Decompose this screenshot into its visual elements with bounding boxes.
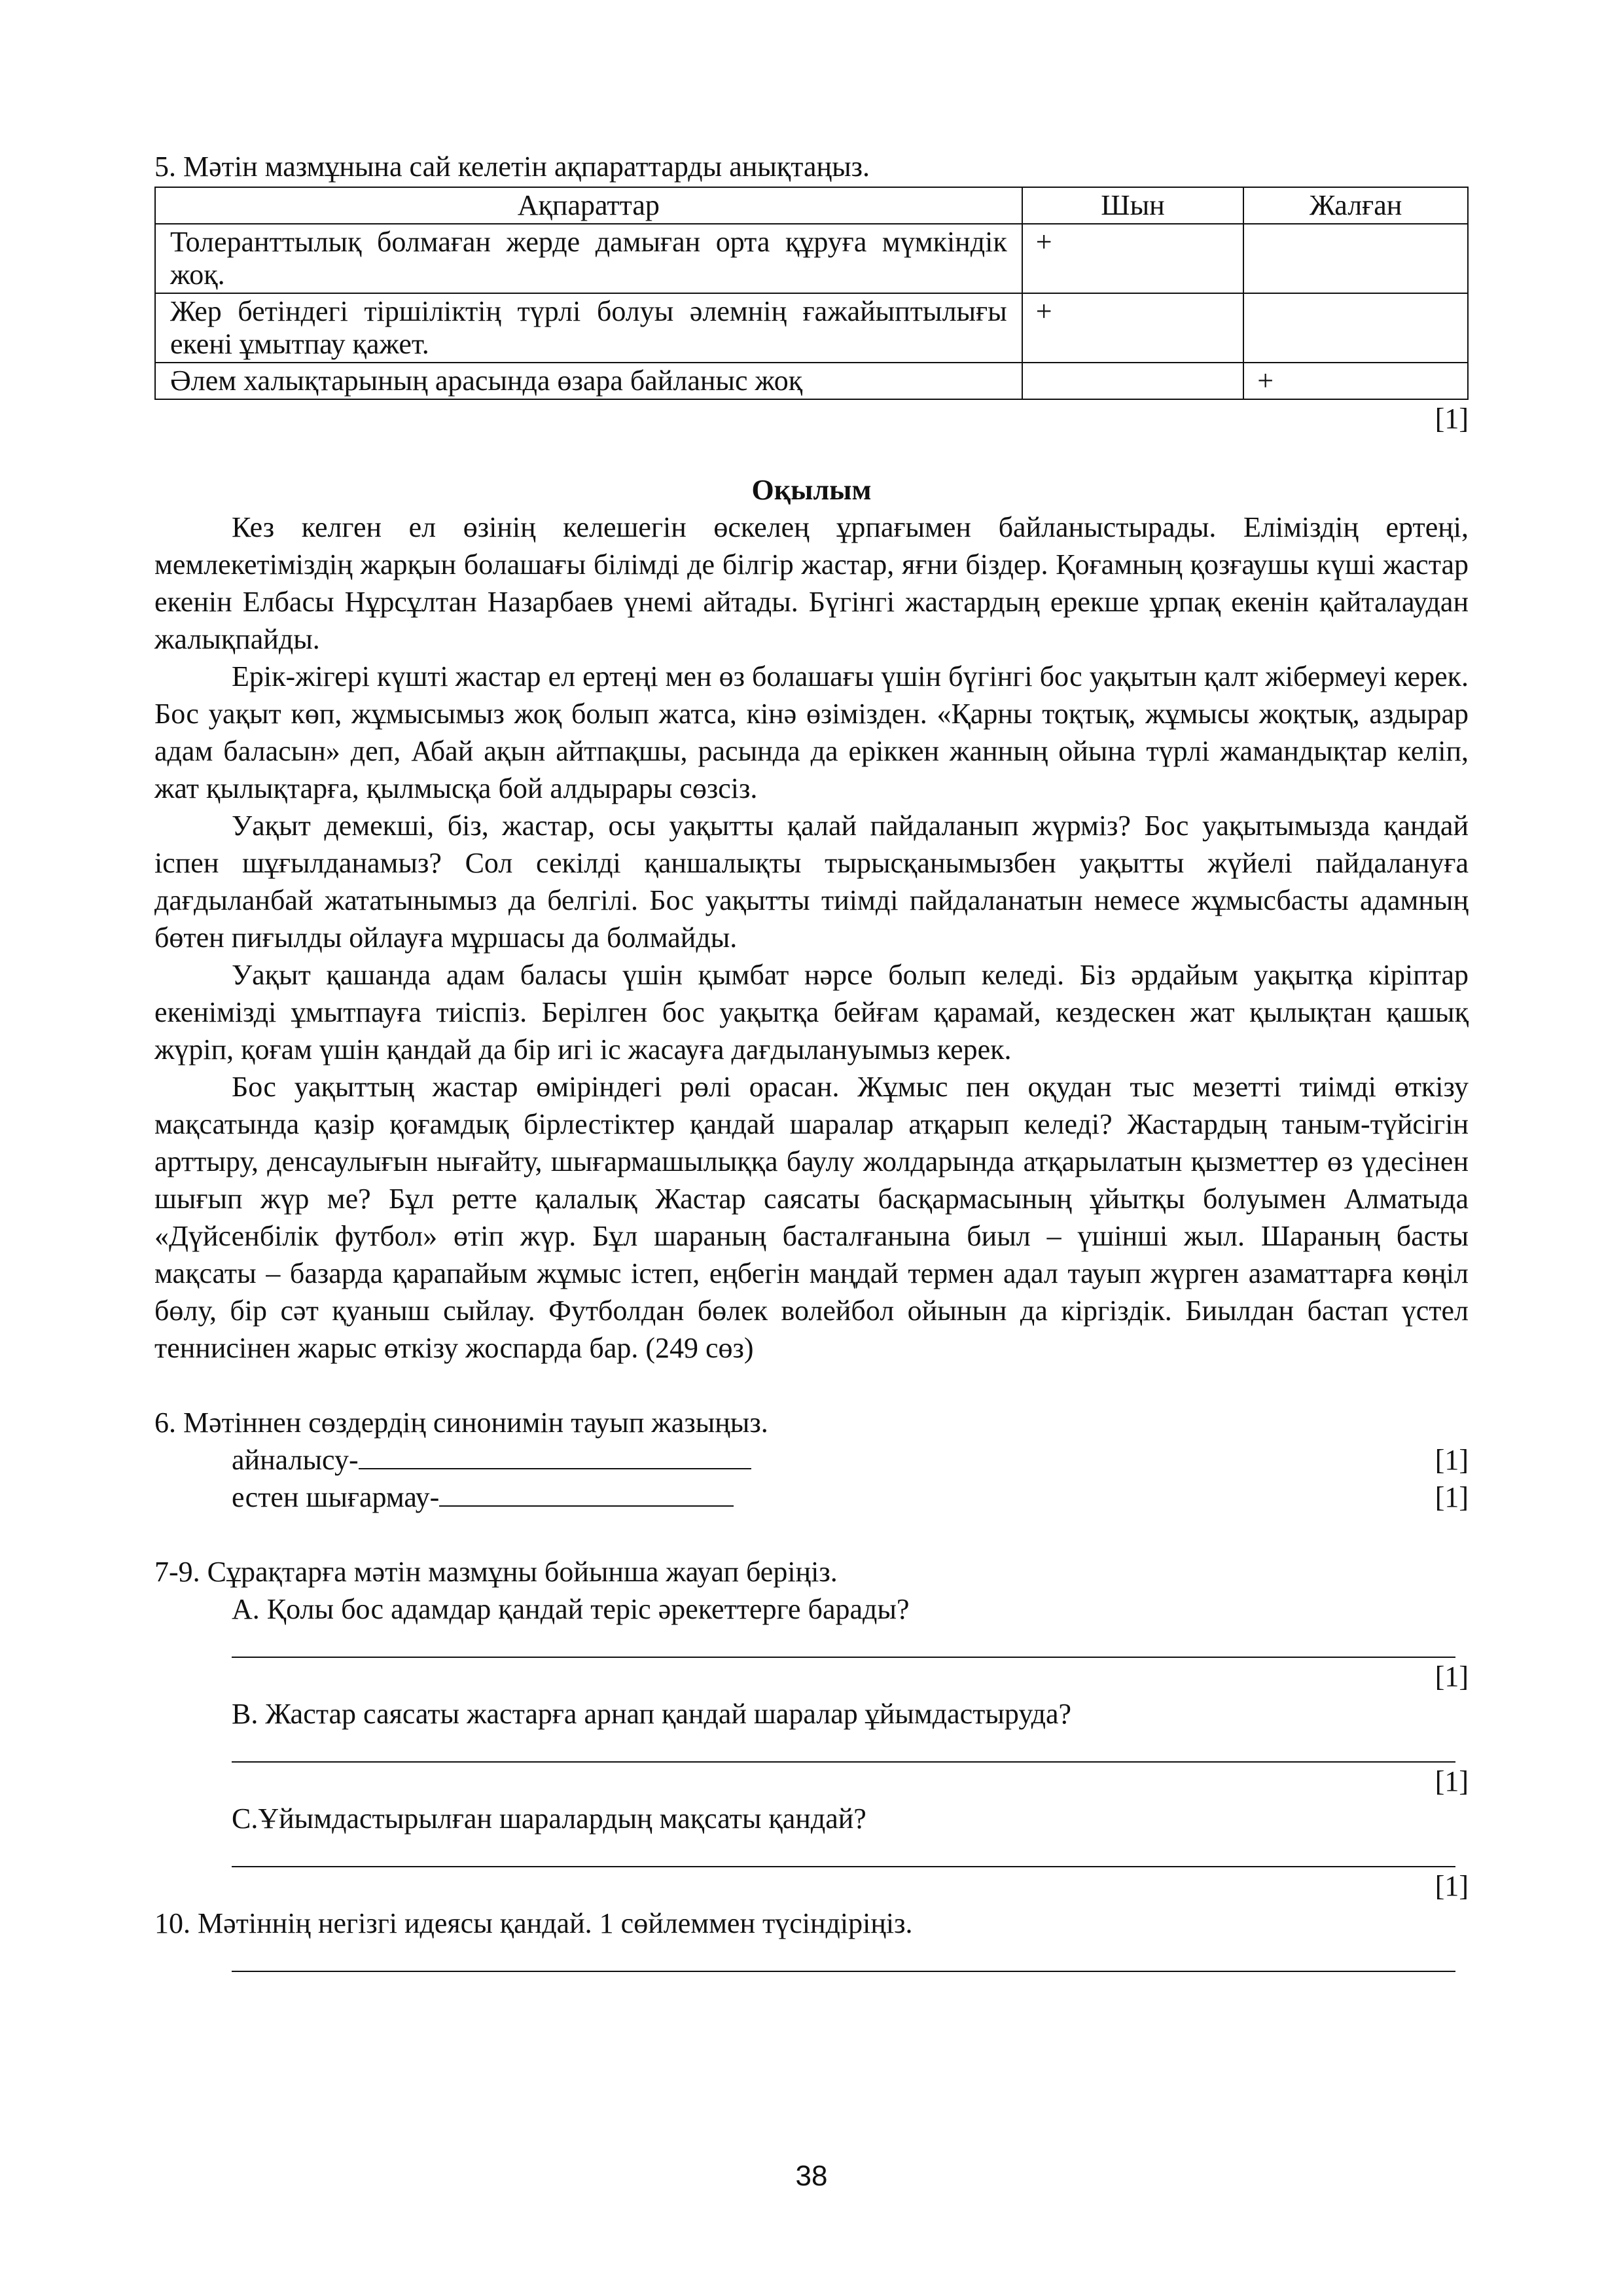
q6-item-prompt xyxy=(232,1479,734,1516)
statement-cell: Толеранттылық болмаған жерде дамыған орта құруға мүмкіндік жоқ. xyxy=(155,224,1022,293)
statement-cell: Әлем халықтарының арасында өзара байланыс жоқ xyxy=(155,363,1022,399)
page-number: 38 xyxy=(795,2160,828,2192)
q6-item-label: айналысу- xyxy=(232,1444,359,1476)
q5-score: [1] xyxy=(1435,403,1469,435)
reading-paragraph: Уақыт демекші, біз, жастар, осы уақытты қалай пайдаланып жүрміз? Бос уақытымызда қандай іспен шұғылданамыз? Сол секілді қаншалықты тырысқанымызбен уақытты жүйелі пайдалануға дағдыланбай жататынымыз да белгілі. Бос уақытты тиімді пайдаланатын немесе жұмысбасты адамның бөтен пиғылды ойлауға мұршасы да болмайды. xyxy=(154,810,1469,954)
answer-blank[interactable] xyxy=(359,1442,751,1469)
question-b-score: [1] xyxy=(1435,1765,1469,1797)
header-true: Шын xyxy=(1022,187,1244,224)
answer-blank[interactable] xyxy=(439,1479,734,1507)
reading-paragraph: Ерік-жігері күшті жастар ел ертеңі мен өз болашағы үшін бүгінгі бос уақытын қалт жібермеуі керек. Бос уақыт көп, жұмысымыз жоқ болып жатса, кінә өзімізден. «Қарны тоқтық, жұмысы жоқтық, аздырар адам баласын» деп, Абай ақын айтпақшы, расында да еріккен жанның ойына түрлі жамандықтар келіп, жат қылықтарға, қылмысқа бой алдырары сөзсіз. xyxy=(154,660,1469,804)
answer-line-10[interactable] xyxy=(232,1942,1455,1972)
table-row xyxy=(155,293,1468,363)
q5-title: 5. Мәтін мазмұнына сай келетін ақпараттарды анықтаңыз. xyxy=(154,151,870,183)
true-false-table xyxy=(154,187,1469,400)
table-header-row xyxy=(155,187,1468,224)
header-false: Жалған xyxy=(1243,187,1468,224)
reading-paragraph: Кез келген ел өзінің келешегін өскелең ұрпағымен байланыстырады. Еліміздің ертеңі, мемлекетіміздің жарқын болашағы білімді де білгір жастар, яғни біздер. Қоғамның қозғаушы күші жастар екенін Елбасы Нұрсұлтан Назарбаев үнемі айтады. Бүгінгі жастардың ерекше ұрпақ екенін қайталаудан жалықпайды. xyxy=(154,511,1469,655)
q6-item xyxy=(154,1441,1469,1479)
true-mark-cell[interactable] xyxy=(1022,363,1244,399)
q10-title: 10. Мәтіннің негізгі идеясы қандай. 1 сөйлеммен түсіндіріңіз. xyxy=(154,1907,913,1939)
q6-item xyxy=(154,1479,1469,1516)
question-a-score: [1] xyxy=(1435,1660,1469,1693)
header-statements: Ақпараттар xyxy=(155,187,1022,224)
q6-item-score: [1] xyxy=(1435,1481,1469,1513)
true-mark-cell[interactable]: + xyxy=(1022,224,1244,293)
table-row xyxy=(155,224,1468,293)
false-mark-cell[interactable] xyxy=(1243,224,1468,293)
answer-line-b[interactable] xyxy=(232,1732,1455,1763)
statement-cell: Жер бетіндегі тіршіліктің түрлі болуы әлемнің ғажайыптылығы екені ұмытпау қажет. xyxy=(155,293,1022,363)
question-a: А. Қолы бос адамдар қандай теріс әрекеттерге барады? xyxy=(232,1593,910,1625)
q6-item-prompt xyxy=(232,1441,751,1479)
reading-paragraph: Уақыт қашанда адам баласы үшін қымбат нәрсе болып келеді. Біз әрдайым уақытқа кіріптар екенімізді ұмытпауға тиіспіз. Берілген бос уақытқа бейғам қарамай, кездескен жат қылықтан қашық жүріп, қоғам үшін қандай да бір игі іс жасауға дағдылануымыз керек. xyxy=(154,959,1469,1066)
reading-paragraph: Бос уақыттың жастар өміріндегі рөлі орасан. Жұмыс пен оқудан тыс мезетті тиімді өткізу мақсатында қазір қоғамдық бірлестіктер қандай шаралар атқарып келеді? Жастардың таным-түйсігін арттыру, денсаулығын нығайту, шығармашылыққа баулу жолдарында атқарылатын қызметтер өз үдесінен шығып жүр ме? Бұл ретте қалалық Жастар саясаты басқармасының ұйытқы болуымен Алматыда «Дүйсенбілік футбол» өтіп жүр. Бұл шараның басталғанына биыл – үшінші жыл. Шараның басты мақсаты – базарда қарапайым жұмыс істеп, еңбегін маңдай термен адал тауып жүрген азаматтарға көңіл бөлу, бір сәт қуаныш сыйлау. Футболдан бөлек волейбол ойынын да кіргіздік. Биылдан бастап үстел теннисінен жарыс өткізу жоспарда бар. (249 сөз) xyxy=(154,1071,1469,1364)
table-row xyxy=(155,363,1468,399)
q7-9-title: 7-9. Сұрақтарға мәтін мазмұны бойынша жауап беріңіз. xyxy=(154,1556,838,1588)
q6-title: 6. Мәтіннен сөздердің синонимін тауып жазыңыз. xyxy=(154,1407,768,1439)
worksheet-page xyxy=(154,148,1469,1972)
question-c: С.Ұйымдастырылған шаралардың мақсаты қандай? xyxy=(232,1803,866,1835)
q6-item-label: естен шығармау- xyxy=(232,1481,440,1513)
answer-line-c[interactable] xyxy=(232,1837,1455,1867)
reading-heading: Оқылым xyxy=(751,474,872,506)
question-c-score: [1] xyxy=(1435,1870,1469,1902)
false-mark-cell[interactable]: + xyxy=(1243,363,1468,399)
answer-line-a[interactable] xyxy=(232,1628,1455,1658)
q6-item-score: [1] xyxy=(1435,1444,1469,1476)
question-b: В. Жастар саясаты жастарға арнап қандай шаралар ұйымдастыруда? xyxy=(232,1698,1072,1730)
true-mark-cell[interactable]: + xyxy=(1022,293,1244,363)
false-mark-cell[interactable] xyxy=(1243,293,1468,363)
